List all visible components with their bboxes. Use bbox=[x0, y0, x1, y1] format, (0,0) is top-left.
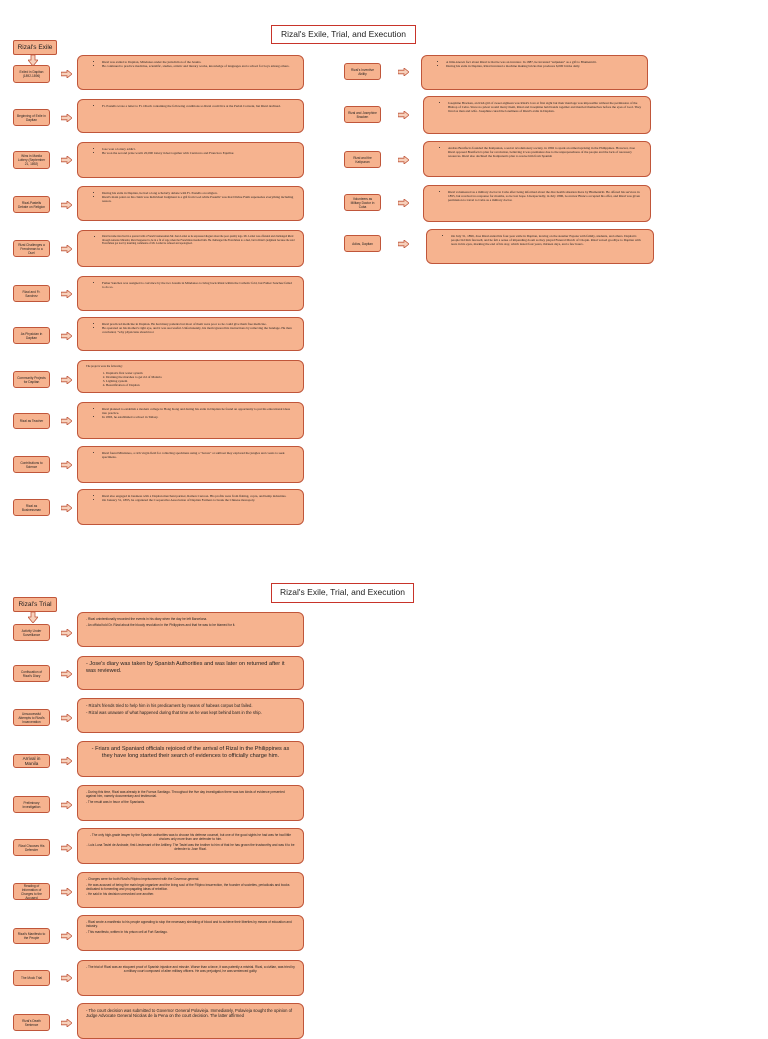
detail-box bbox=[423, 96, 651, 134]
bullet-list bbox=[86, 147, 295, 155]
bullet-item: • Josephine Bracken, an Irish girl of sweet eighteen was Rizal's love at first sight but their marriage was impossible without the permission of the Bishop of Cebu. Since no priest would marry them, Rizal and Josephine held hands together and married themselves before the eyes of God. They lived as man and wife. Josephine cured the loneliness of Rizal's exile in Dapitan. bbox=[448, 101, 642, 113]
topic-label: The Mock Trial bbox=[13, 970, 50, 986]
detail-box bbox=[77, 698, 304, 733]
right-arrow-icon bbox=[61, 504, 72, 512]
section2-header: Rizal's Trial bbox=[13, 597, 57, 612]
bullet-list bbox=[86, 451, 295, 459]
topic-label: Confiscation of Rizal's Diary bbox=[13, 665, 50, 682]
bullet-item: • During his exile in Dapitan, he had a long scholarly debate with Fr. Pastells on religion. bbox=[102, 191, 295, 195]
detail-line: - He said in his decision unrevoked one another. bbox=[86, 892, 155, 897]
detail-line: - The only high-grade lawyer by the Spanish authorities was to choose his defense counsel, but one of the good sights he had was he had little choices only more than one defender to him. bbox=[89, 833, 292, 842]
bullet-list bbox=[86, 235, 295, 246]
detail-line: - Rizal was unaware of what happened during that time as he was kept behind bars in the ship. bbox=[86, 709, 262, 715]
right-arrow-icon bbox=[61, 332, 72, 340]
bullet-list bbox=[86, 281, 295, 289]
right-arrow-icon bbox=[61, 70, 72, 78]
detail-box bbox=[77, 142, 304, 178]
bullet-item: • Father Sanchez was assigned to convince by the two Jesuits in Mindanao to bring back Rizal within the Catholic fold, but Father Sanchez failed to do so. bbox=[102, 281, 295, 289]
detail-box bbox=[77, 230, 304, 267]
detail-box bbox=[77, 872, 304, 908]
section1-title: Rizal's Exile, Trial, and Execution bbox=[271, 25, 416, 44]
detail-box bbox=[77, 55, 304, 90]
right-arrow-icon bbox=[398, 199, 409, 207]
bullet-item: • Rizal became involved in a quarrel with a French businessman Mr. Juan Lardet as he expressed disgust about the poor quality logs. Mr. Lardet was offended and challenged Rizal through Antonio Miranda; Rizal happened to be in a fit of rage when the Frenchman insulted him. He challenged the Frenchman to a duel, but in Rizal's judgment because the said Frenchman got lost by insulting comments of Mr. Lardet he refused and apologized. bbox=[102, 235, 295, 246]
topic-label: Rizal and the Katipunan bbox=[344, 151, 381, 168]
detail-box bbox=[77, 741, 304, 777]
topic-label: Rizal and Fr. Sanchez bbox=[13, 285, 50, 302]
bullet-list bbox=[86, 191, 295, 203]
bullet-item: • In 1893, he established a school in Talisay. bbox=[102, 415, 295, 419]
detail-line: - The result was in favor of the Spaniards. bbox=[86, 799, 145, 804]
right-arrow-icon bbox=[61, 932, 72, 940]
bullet-item: • On January 31, 1895, he organized the Cooperative Association of Dapitan Farmers to break the Chinese monopoly. bbox=[102, 498, 295, 502]
topic-label: Arrival in Manila bbox=[13, 754, 50, 768]
right-arrow-icon bbox=[61, 417, 72, 425]
right-arrow-icon bbox=[398, 68, 409, 76]
bullet-item: • He continued to practice medicine, scientific, studies, artistic and literary works, knowledge of languages and a school for boys among others. bbox=[102, 64, 295, 68]
detail-box bbox=[77, 186, 304, 221]
right-arrow-icon bbox=[61, 290, 72, 298]
right-arrow-icon bbox=[398, 156, 409, 164]
sub-list-item: 2. Draining the marshes to get rid of Malaria bbox=[106, 375, 295, 379]
detail-line: - During this time, Rizal was already in the Fuerza Santiago. Throughout the five day investigation there was two kinds of evidence presented against him, namely documentary and testimonial. bbox=[86, 790, 285, 799]
topic-label: Rizal Challenges a Frenchman to a Duel bbox=[13, 240, 50, 257]
detail-box bbox=[423, 185, 651, 222]
detail-line: - Friars and Spaniard officials rejoiced of the arrival of Rizal in the Philippines as they have long started their search of evidences to officially charge him. bbox=[91, 746, 290, 759]
right-arrow-icon bbox=[61, 461, 72, 469]
topic-label: Adios, Dapitan bbox=[344, 235, 381, 252]
right-arrow-icon bbox=[61, 670, 72, 678]
topic-label: Rizal's Manifesto to the People bbox=[13, 928, 50, 944]
topic-label: Rizal Chooses His Defender bbox=[13, 839, 50, 856]
detail-line: - Rizal wrote a manifesto to his people appealing to stop the necessary shedding of blood and to achieve their liberties by means of education and industry. bbox=[86, 920, 292, 929]
sub-heading: The projects were the following: bbox=[86, 365, 123, 368]
bullet-list bbox=[430, 60, 639, 68]
bullet-item: • Rizal volunteered as a military doctor in Cuba after being informed about the dire health situation there by Blumentritt. He offered his services in 1895, but received no response for months, so he lost hope. Unexpectedly, in July 1896, Governor Blanco accepted his offer, and Rizal was given permission to travel to Cuba as a military doctor. bbox=[448, 190, 642, 202]
detail-box bbox=[77, 99, 304, 133]
detail-line: - The court decision was submitted to Governor General Polavieja. Immediately, Polavieja sought the opinion of Judge Advocate General Nicolas de la Pena on the court decision. The latter affirmed bbox=[86, 1008, 293, 1019]
right-arrow-icon bbox=[61, 245, 72, 253]
detail-line: - Rizal unintentionally recorded the events in his diary when the day he left Barcelona. bbox=[86, 617, 208, 621]
right-arrow-icon bbox=[61, 757, 72, 765]
right-arrow-icon bbox=[61, 156, 72, 164]
bullet-list bbox=[432, 190, 642, 202]
topic-label: Rizal's Death Sentence bbox=[13, 1014, 50, 1031]
bullet-list bbox=[432, 101, 642, 113]
detail-line: - He was accused of being the main legal organizer and the living soul of the Filipino insurrection, the founder of societies, periodicals and books dedicated to fomenting and propagating ideas of rebellion. bbox=[86, 882, 290, 891]
topic-label: Volunteers as Military Doctor in Cuba bbox=[344, 194, 381, 211]
right-arrow-icon bbox=[61, 888, 72, 896]
bullet-item: • Rizal planned to establish a modern college in Hong Kong and during his exile in Dapitan he found an opportunity to put his educational ideas into practice. bbox=[102, 407, 295, 415]
detail-box bbox=[426, 229, 654, 264]
bullet-item: • Andres Bonifacio founded the Katipunan, a secret revolutionary society, in 1892 to spark an armed uprising in the Philippines. However, Jose Rizal opposed Bonifacio's plan for revolution, believing it was premature due to the unpreparedness of the people and the lack of necessary resources. Rizal also declined the Katipunan's plan to rescue him from Spanish bbox=[448, 146, 642, 158]
right-arrow-icon bbox=[61, 201, 72, 209]
bullet-item: • A little-known fact about Rizal is that he was an inventor. In 1887, he invented "sulpukan" as a gift to Blumentritt. bbox=[446, 60, 639, 64]
right-arrow-icon bbox=[61, 376, 72, 384]
detail-box bbox=[77, 446, 304, 483]
detail-box bbox=[77, 402, 304, 439]
bullet-item: • Jose won a lottery addict. bbox=[102, 147, 295, 151]
topic-label: Exiled in Dapitan (1892-1896) bbox=[13, 65, 50, 83]
detail-line: - This manifesto, written in his prison cell at Fort Santiago. bbox=[86, 929, 168, 934]
bullet-list bbox=[432, 146, 642, 158]
bullet-item: • On July 31, 1896, Jose Rizal ended his four-year exile in Dapitan, leaving on the steamer Espana with family, students, and others. Dapitan's people bid him farewell, and he felt a sense of impending doom as they played Funeral March of Chopin. Rizal waved goodbye to Dapitan with tears in his eyes, marking the end of his stay, which lasted four years, thirteen days, and a few hours. bbox=[451, 234, 645, 246]
detail-box bbox=[77, 785, 304, 821]
bullet-item: • He won the second prize worth 20,000 lottery ticket together with Carnicero and Francisco Equilior. bbox=[102, 151, 295, 155]
topic-label: Rizal and Josephine Bracken bbox=[344, 106, 381, 123]
right-arrow-icon bbox=[61, 114, 72, 122]
down-arrow-icon bbox=[28, 612, 38, 623]
topic-label: Community Projects for Dapitan bbox=[13, 371, 50, 388]
bullet-item: • Rizal's main point on his claim was Individual Judgment is a gift from God while Pastells' was that Divine Faith supersedes everything including reason. bbox=[102, 195, 295, 203]
topic-label: Activity Under Surveillance bbox=[13, 624, 50, 641]
detail-line: - The trial of Rizal was an eloquent proof of Spanish injustice and misrule. Worse than a farce, it was patently a mistrial. Rizal, a civilian, was tried by a military court composed of alien military officers. He was prejudged, he was sentenced guilty. bbox=[86, 965, 295, 974]
bullet-list bbox=[86, 407, 295, 419]
topic-label: Contributions to Science bbox=[13, 456, 50, 473]
right-arrow-icon bbox=[61, 629, 72, 637]
right-arrow-icon bbox=[61, 1019, 72, 1027]
section1-header: Rizal's Exile bbox=[13, 40, 57, 55]
topic-label: Unsuccessful Attempts to Rizal's Incarceration bbox=[13, 709, 50, 726]
right-arrow-icon bbox=[398, 111, 409, 119]
bullet-list bbox=[86, 104, 295, 108]
section2-title: Rizal's Exile, Trial, and Execution bbox=[271, 583, 414, 603]
detail-box bbox=[77, 360, 304, 393]
detail-box bbox=[77, 1003, 304, 1039]
bullet-item: • Rizal practiced medicine in Dapitan. He had many patients but most of them were poor so he could give them free medicine. bbox=[102, 322, 295, 326]
detail-box bbox=[77, 656, 304, 690]
bullet-item: • During his exile in Dapitan, Rizal invented a machine making bricks that produces 6,000 bricks daily. bbox=[446, 64, 639, 68]
right-arrow-icon bbox=[61, 844, 72, 852]
detail-box bbox=[77, 612, 304, 647]
topic-label: Rizal's Inventive Ability bbox=[344, 63, 381, 80]
detail-box bbox=[77, 276, 304, 311]
detail-box bbox=[77, 828, 304, 864]
detail-line: - Charges were for both Rizal's Filipino imprisonment with the Governor-general. bbox=[86, 877, 200, 881]
detail-box bbox=[423, 141, 651, 177]
right-arrow-icon bbox=[61, 974, 72, 982]
topic-label: Rizal as Businessman bbox=[13, 499, 50, 516]
bullet-item: • Fr. Pastells wrote a letter to Fr. Obach containing the following conditions so Rizal could live at the Parish Convent, but Rizal declined. bbox=[102, 104, 295, 108]
bullet-item: • Rizal was exiled to Dapitan, Mindanao under the jurisdiction of the Jesuits. bbox=[102, 60, 295, 64]
bullet-list bbox=[86, 494, 295, 502]
bullet-list bbox=[86, 60, 295, 68]
detail-box bbox=[421, 55, 648, 90]
right-arrow-icon bbox=[398, 240, 409, 248]
sub-list-item: 1. Dapitan's first water system bbox=[106, 371, 295, 375]
detail-box bbox=[77, 915, 304, 951]
topic-label: Wins in Manila Lottery (September 21, 1892) bbox=[13, 151, 50, 169]
detail-box bbox=[77, 489, 304, 525]
topic-label: Rizal as Teacher bbox=[13, 413, 50, 429]
bullet-item: • Rizal also engaged in business with a Dapitan merchant partner, Ramon Carreon. His profits were from fishing, copra, and hemp industries. bbox=[102, 494, 295, 498]
detail-line: - An official told Dr. Rizal about the bloody revolution in the Philippines and that he was to be blamed for it. bbox=[86, 622, 236, 627]
topic-label: As Physician in Dapitan bbox=[13, 327, 50, 344]
topic-label: Beginning of Exile in Dapitan bbox=[13, 109, 50, 126]
topic-label: Reading of Information of Charges to the Accused bbox=[13, 883, 50, 900]
bullet-item: • Rizal found Mindanao, a rich virgin field for collecting specimens using a "barota" or sailboat they explored the jungles and coasts to seek specimens. bbox=[102, 451, 295, 459]
bullet-list bbox=[86, 322, 295, 334]
detail-line: - Jose's diary was taken by Spanish Authorities and was later on returned after it was reviewed. bbox=[86, 661, 285, 674]
detail-line: - Luis Luna Taviel de Andrade, first Lieutenant of the Artillery. The Taviel was the brother to him of that he has grown the trustworthy and was it to be defender to Jose Rizal. bbox=[86, 842, 295, 851]
sub-list bbox=[86, 371, 295, 387]
bullet-item: • He operated on his mother's right eye, and it was successful. Unfortunately, his mom ignored his instructions by removing the bandage. He then concluded, "why physicians should not bbox=[102, 326, 295, 334]
sub-list-item: 3. Lighting system bbox=[106, 379, 295, 383]
topic-label: Preliminary Investigation bbox=[13, 796, 50, 813]
detail-box bbox=[77, 960, 304, 996]
right-arrow-icon bbox=[61, 714, 72, 722]
detail-line: - Rizal's friends tried to help him in his predicament by means of habeas corpus but failed. bbox=[86, 703, 253, 708]
detail-box bbox=[77, 317, 304, 351]
right-arrow-icon bbox=[61, 801, 72, 809]
bullet-list bbox=[435, 234, 645, 246]
sub-list-item: 4. Beautification of Dapitan bbox=[106, 383, 295, 387]
topic-label: Rizal-Pastells Debate on Religion bbox=[13, 196, 50, 213]
